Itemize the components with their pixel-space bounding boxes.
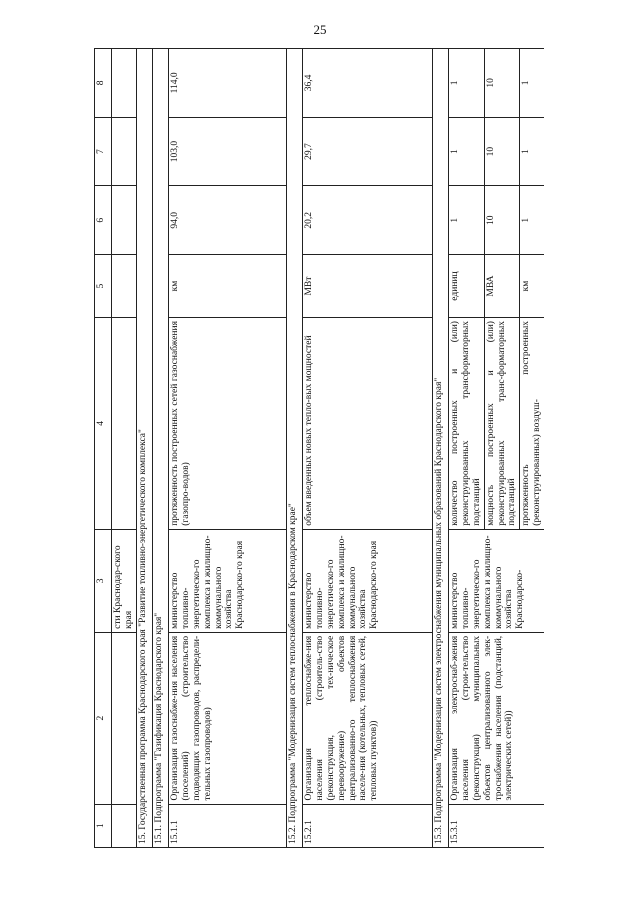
row-value-8: 36,4	[302, 49, 432, 118]
table-row	[168, 49, 286, 848]
row-value-6: 94,0	[168, 186, 286, 255]
row-name: Организация газоснабже-ния населения (поселений) (строительство подводящих газопроводов, распредели-тельных газопроводов)	[168, 632, 286, 804]
rotated-table-frame	[94, 48, 544, 848]
row-indicator: протяженность построенных сетей газоснабжения (газопро-водов)	[168, 318, 286, 530]
row-value-8: 1	[448, 49, 484, 118]
subprogram-title: 15.1. Подпрограмма "Газификация Краснодарского края"	[152, 49, 168, 848]
row-value-6: 10	[484, 186, 520, 255]
row-executor: министерство топливно-энергетическо-го комплекса и жилищно-коммунального хозяйства Краснодарско-го края	[302, 529, 432, 632]
program-title-row	[136, 49, 152, 848]
row-indicator: объем введенных новых тепло-вых мощностей	[302, 318, 432, 530]
row-value-6: 1	[448, 186, 484, 255]
row-indicator: протяженность построенных (реконструированных) воздуш-	[520, 318, 544, 530]
header-col-5: 5	[95, 255, 112, 318]
row-unit: км	[168, 255, 286, 318]
rotated-table-container	[94, 48, 544, 848]
header-row	[95, 49, 112, 848]
row-code: 15.1.1	[168, 804, 286, 847]
row-indicator: количество построенных и (или) реконструированных трансформаторных подстанций	[448, 318, 484, 530]
header-col-1: 1	[95, 804, 112, 847]
table-row	[302, 49, 432, 848]
continuation-row	[112, 49, 137, 848]
header-col-4: 4	[95, 318, 112, 530]
continuation-executor: сти Краснодар-ского края	[112, 529, 137, 632]
row-value-8: 10	[484, 49, 520, 118]
header-col-6: 6	[95, 186, 112, 255]
indicators-table	[94, 48, 544, 848]
subprogram-title-row	[152, 49, 168, 848]
row-unit: МВА	[484, 255, 520, 318]
row-value-6: 1	[520, 186, 544, 255]
header-col-7: 7	[95, 117, 112, 186]
row-unit: МВт	[302, 255, 432, 318]
row-value-7: 10	[484, 117, 520, 186]
row-value-6: 20,2	[302, 186, 432, 255]
subprogram-title-row	[432, 49, 448, 848]
header-col-8: 8	[95, 49, 112, 118]
row-value-7: 29,7	[302, 117, 432, 186]
row-code: 15.3.1	[448, 804, 544, 847]
row-name: Организация электроснаб-жения населения (строи-тельство (реконструкция) муниципальных объектов централизованного элек-троснабжения населения (подстанций, электрических сетей))	[448, 632, 544, 804]
row-unit: км	[520, 255, 544, 318]
page-number: 25	[313, 22, 327, 37]
subprogram-title-row	[286, 49, 302, 848]
row-code: 15.2.1	[302, 804, 432, 847]
header-col-2: 2	[95, 632, 112, 804]
program-title: 15. Государственная программа Краснодарского края "Развитие топливно-энергетического комплекса"	[136, 49, 152, 848]
row-unit: единиц	[448, 255, 484, 318]
row-value-7: 1	[520, 117, 544, 186]
row-executor: министерство топливно-энергетическо-го комплекса и жилищно-коммунального хозяйства Краснодарско-го края	[168, 529, 286, 632]
row-value-8: 114,0	[168, 49, 286, 118]
row-executor: министерство топливно-энергетическо-го комплекса и жилищно-коммунального хозяйства Краснодарско-	[448, 529, 544, 632]
row-value-7: 103,0	[168, 117, 286, 186]
subprogram-title: 15.3. Подпрограмма "Модернизация систем электроснабжения муниципальных образований Краснодарского края"	[432, 49, 448, 848]
table-row	[448, 49, 484, 848]
row-indicator: мощность построенных и (или) реконструированных транс-форматорных подстанций	[484, 318, 520, 530]
subprogram-title: 15.2. Подпрограмма "Модернизация систем теплоснабжения в Краснодарском крае"	[286, 49, 302, 848]
row-name: Организация теплоснабже-ния населения (строитель-ство (реконструкция, тех-ническое перевооружение) объектов централизованно-го теплоснабжения населе-ния (котельных, тепловых сетей, тепловых пунктов))	[302, 632, 432, 804]
row-value-7: 1	[448, 117, 484, 186]
header-col-3: 3	[95, 529, 112, 632]
row-value-8: 1	[520, 49, 544, 118]
